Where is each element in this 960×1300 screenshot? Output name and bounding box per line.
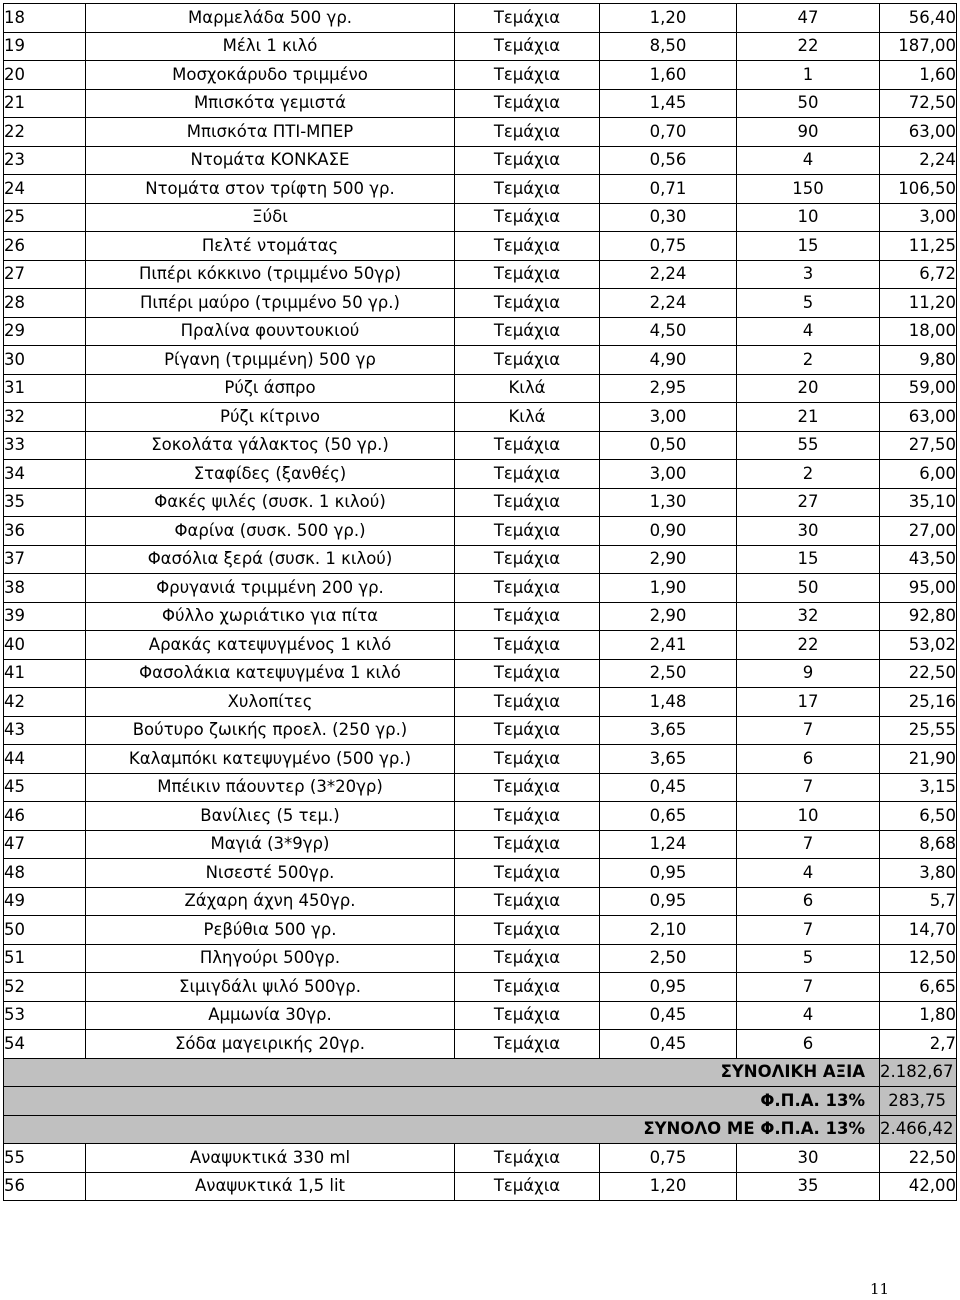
row-number: 52 xyxy=(4,973,86,1002)
item-description: Αρακάς κατεψυγμένος 1 κιλό xyxy=(86,631,455,660)
summary-row xyxy=(4,1115,957,1144)
item-description: Χυλοπίτες xyxy=(86,688,455,717)
unit-price: 2,24 xyxy=(600,260,737,289)
table-row xyxy=(4,802,957,831)
item-unit: Τεμάχια xyxy=(455,688,600,717)
item-quantity: 7 xyxy=(737,773,880,802)
item-unit: Τεμάχια xyxy=(455,745,600,774)
item-description: Σιμιγδάλι ψιλό 500γρ. xyxy=(86,973,455,1002)
item-unit: Τεμάχια xyxy=(455,4,600,33)
item-unit: Τεμάχια xyxy=(455,460,600,489)
unit-price: 2,90 xyxy=(600,545,737,574)
table-row xyxy=(4,659,957,688)
row-number: 49 xyxy=(4,887,86,916)
line-total: 53,02 xyxy=(880,631,957,660)
item-quantity: 50 xyxy=(737,89,880,118)
row-number: 21 xyxy=(4,89,86,118)
item-unit: Τεμάχια xyxy=(455,32,600,61)
item-quantity: 21 xyxy=(737,403,880,432)
item-description: Μπισκότα γεμιστά xyxy=(86,89,455,118)
row-number: 23 xyxy=(4,146,86,175)
line-total: 6,50 xyxy=(880,802,957,831)
item-description: Ρίγανη (τριμμένη) 500 γρ xyxy=(86,346,455,375)
line-total: 43,50 xyxy=(880,545,957,574)
row-number: 41 xyxy=(4,659,86,688)
item-description: Πιπέρι μαύρο (τριμμένο 50 γρ.) xyxy=(86,289,455,318)
unit-price: 0,45 xyxy=(600,1030,737,1059)
unit-price: 8,50 xyxy=(600,32,737,61)
table-row xyxy=(4,289,957,318)
row-number: 39 xyxy=(4,602,86,631)
row-number: 51 xyxy=(4,944,86,973)
item-description: Μαγιά (3*9γρ) xyxy=(86,830,455,859)
item-unit: Τεμάχια xyxy=(455,175,600,204)
item-quantity: 7 xyxy=(737,973,880,1002)
item-unit: Τεμάχια xyxy=(455,545,600,574)
line-total: 72,50 xyxy=(880,89,957,118)
item-unit: Τεμάχια xyxy=(455,488,600,517)
item-unit: Τεμάχια xyxy=(455,431,600,460)
item-quantity: 47 xyxy=(737,4,880,33)
item-description: Ξύδι xyxy=(86,203,455,232)
summary-row xyxy=(4,1058,957,1087)
summary-label: ΣΥΝΟΛΟ ΜΕ Φ.Π.Α. 13% xyxy=(4,1115,880,1144)
item-quantity: 20 xyxy=(737,374,880,403)
row-number: 46 xyxy=(4,802,86,831)
item-description: Πραλίνα φουντουκιού xyxy=(86,317,455,346)
item-description: Φασόλια ξερά (συσκ. 1 κιλού) xyxy=(86,545,455,574)
row-number: 34 xyxy=(4,460,86,489)
item-description: Βούτυρο ζωικής προελ. (250 γρ.) xyxy=(86,716,455,745)
table-row xyxy=(4,716,957,745)
item-unit: Τεμάχια xyxy=(455,317,600,346)
line-total: 59,00 xyxy=(880,374,957,403)
item-quantity: 27 xyxy=(737,488,880,517)
unit-price: 0,30 xyxy=(600,203,737,232)
item-quantity: 4 xyxy=(737,859,880,888)
item-description: Καλαμπόκι κατεψυγμένο (500 γρ.) xyxy=(86,745,455,774)
table-row xyxy=(4,32,957,61)
item-description: Αμμωνία 30γρ. xyxy=(86,1001,455,1030)
line-total: 42,00 xyxy=(880,1172,957,1201)
unit-price: 4,90 xyxy=(600,346,737,375)
item-quantity: 30 xyxy=(737,517,880,546)
item-quantity: 55 xyxy=(737,431,880,460)
line-total: 56,40 xyxy=(880,4,957,33)
item-unit: Τεμάχια xyxy=(455,1030,600,1059)
item-quantity: 15 xyxy=(737,232,880,261)
row-number: 54 xyxy=(4,1030,86,1059)
line-total: 25,16 xyxy=(880,688,957,717)
table-row xyxy=(4,175,957,204)
unit-price: 1,20 xyxy=(600,1172,737,1201)
line-total: 11,20 xyxy=(880,289,957,318)
item-quantity: 10 xyxy=(737,203,880,232)
row-number: 36 xyxy=(4,517,86,546)
table-row xyxy=(4,602,957,631)
unit-price: 1,48 xyxy=(600,688,737,717)
item-unit: Τεμάχια xyxy=(455,773,600,802)
table-row xyxy=(4,944,957,973)
row-number: 56 xyxy=(4,1172,86,1201)
item-unit: Τεμάχια xyxy=(455,146,600,175)
summary-value: 2.182,67 xyxy=(880,1058,957,1087)
item-unit: Τεμάχια xyxy=(455,887,600,916)
line-total: 9,80 xyxy=(880,346,957,375)
line-total: 3,15 xyxy=(880,773,957,802)
line-total: 3,00 xyxy=(880,203,957,232)
line-total: 22,50 xyxy=(880,1144,957,1173)
line-total: 35,10 xyxy=(880,488,957,517)
item-unit: Τεμάχια xyxy=(455,232,600,261)
line-total: 6,72 xyxy=(880,260,957,289)
item-description: Ρεβύθια 500 γρ. xyxy=(86,916,455,945)
unit-price: 4,50 xyxy=(600,317,737,346)
unit-price: 1,24 xyxy=(600,830,737,859)
table-row xyxy=(4,317,957,346)
item-quantity: 2 xyxy=(737,346,880,375)
item-description: Αναψυκτικά 1,5 lit xyxy=(86,1172,455,1201)
row-number: 27 xyxy=(4,260,86,289)
item-unit: Τεμάχια xyxy=(455,89,600,118)
item-unit: Τεμάχια xyxy=(455,1172,600,1201)
unit-price: 1,60 xyxy=(600,61,737,90)
row-number: 44 xyxy=(4,745,86,774)
item-quantity: 7 xyxy=(737,716,880,745)
item-description: Σοκολάτα γάλακτος (50 γρ.) xyxy=(86,431,455,460)
item-quantity: 22 xyxy=(737,32,880,61)
unit-price: 0,75 xyxy=(600,1144,737,1173)
row-number: 50 xyxy=(4,916,86,945)
table-row xyxy=(4,631,957,660)
item-description: Σταφίδες (ξανθές) xyxy=(86,460,455,489)
item-description: Ντομάτα ΚΟΝΚΑΣΕ xyxy=(86,146,455,175)
item-unit: Τεμάχια xyxy=(455,260,600,289)
unit-price: 1,20 xyxy=(600,4,737,33)
line-total: 18,00 xyxy=(880,317,957,346)
item-description: Φασολάκια κατεψυγμένα 1 κιλό xyxy=(86,659,455,688)
row-number: 29 xyxy=(4,317,86,346)
item-unit: Τεμάχια xyxy=(455,602,600,631)
item-description: Νισεστέ 500γρ. xyxy=(86,859,455,888)
unit-price: 0,50 xyxy=(600,431,737,460)
item-unit: Τεμάχια xyxy=(455,944,600,973)
item-unit: Τεμάχια xyxy=(455,346,600,375)
item-description: Μοσχοκάρυδο τριμμένο xyxy=(86,61,455,90)
unit-price: 0,65 xyxy=(600,802,737,831)
item-unit: Τεμάχια xyxy=(455,716,600,745)
table-row xyxy=(4,4,957,33)
item-description: Φαρίνα (συσκ. 500 γρ.) xyxy=(86,517,455,546)
item-unit: Τεμάχια xyxy=(455,1001,600,1030)
item-unit: Τεμάχια xyxy=(455,118,600,147)
item-description: Σόδα μαγειρικής 20γρ. xyxy=(86,1030,455,1059)
item-quantity: 30 xyxy=(737,1144,880,1173)
row-number: 35 xyxy=(4,488,86,517)
row-number: 45 xyxy=(4,773,86,802)
item-description: Πιπέρι κόκκινο (τριμμένο 50γρ) xyxy=(86,260,455,289)
item-unit: Τεμάχια xyxy=(455,859,600,888)
table-row xyxy=(4,374,957,403)
row-number: 19 xyxy=(4,32,86,61)
line-total: 22,50 xyxy=(880,659,957,688)
summary-label: Φ.Π.Α. 13% xyxy=(4,1087,880,1116)
item-quantity: 6 xyxy=(737,887,880,916)
item-description: Αναψυκτικά 330 ml xyxy=(86,1144,455,1173)
item-quantity: 6 xyxy=(737,745,880,774)
item-description: Πελτέ ντομάτας xyxy=(86,232,455,261)
item-unit: Τεμάχια xyxy=(455,830,600,859)
item-quantity: 7 xyxy=(737,916,880,945)
line-total: 187,00 xyxy=(880,32,957,61)
unit-price: 0,70 xyxy=(600,118,737,147)
item-description: Μαρμελάδα 500 γρ. xyxy=(86,4,455,33)
table-row xyxy=(4,203,957,232)
line-total: 8,68 xyxy=(880,830,957,859)
item-description: Πληγούρι 500γρ. xyxy=(86,944,455,973)
line-total: 27,00 xyxy=(880,517,957,546)
unit-price: 0,75 xyxy=(600,232,737,261)
item-quantity: 50 xyxy=(737,574,880,603)
unit-price: 0,95 xyxy=(600,973,737,1002)
row-number: 32 xyxy=(4,403,86,432)
item-unit: Τεμάχια xyxy=(455,574,600,603)
item-description: Μπισκότα ΠΤΙ-ΜΠΕΡ xyxy=(86,118,455,147)
item-description: Φύλλο χωριάτικο για πίτα xyxy=(86,602,455,631)
item-unit: Τεμάχια xyxy=(455,916,600,945)
item-quantity: 4 xyxy=(737,317,880,346)
table-row xyxy=(4,973,957,1002)
item-unit: Τεμάχια xyxy=(455,659,600,688)
item-quantity: 9 xyxy=(737,659,880,688)
table-row xyxy=(4,574,957,603)
item-description: Μέλι 1 κιλό xyxy=(86,32,455,61)
row-number: 37 xyxy=(4,545,86,574)
table-row xyxy=(4,773,957,802)
unit-price: 3,65 xyxy=(600,716,737,745)
unit-price: 1,90 xyxy=(600,574,737,603)
item-unit: Κιλά xyxy=(455,403,600,432)
line-total: 3,80 xyxy=(880,859,957,888)
row-number: 22 xyxy=(4,118,86,147)
unit-price: 3,65 xyxy=(600,745,737,774)
item-description: Φακές ψιλές (συσκ. 1 κιλού) xyxy=(86,488,455,517)
table-row xyxy=(4,688,957,717)
item-unit: Τεμάχια xyxy=(455,289,600,318)
item-unit: Τεμάχια xyxy=(455,631,600,660)
item-description: Φρυγανιά τριμμένη 200 γρ. xyxy=(86,574,455,603)
table-row xyxy=(4,1172,957,1201)
row-number: 20 xyxy=(4,61,86,90)
row-number: 25 xyxy=(4,203,86,232)
line-total: 11,25 xyxy=(880,232,957,261)
unit-price: 0,45 xyxy=(600,773,737,802)
row-number: 48 xyxy=(4,859,86,888)
table-row xyxy=(4,146,957,175)
item-description: Ρύζι κίτρινο xyxy=(86,403,455,432)
item-unit: Τεμάχια xyxy=(455,973,600,1002)
table-row xyxy=(4,916,957,945)
item-quantity: 22 xyxy=(737,631,880,660)
line-total: 92,80 xyxy=(880,602,957,631)
row-number: 55 xyxy=(4,1144,86,1173)
table-row xyxy=(4,260,957,289)
unit-price: 3,00 xyxy=(600,460,737,489)
unit-price: 0,71 xyxy=(600,175,737,204)
item-quantity: 35 xyxy=(737,1172,880,1201)
line-total: 5,7 xyxy=(880,887,957,916)
table-row xyxy=(4,1144,957,1173)
item-quantity: 2 xyxy=(737,460,880,489)
line-total: 1,80 xyxy=(880,1001,957,1030)
unit-price: 0,56 xyxy=(600,146,737,175)
item-unit: Κιλά xyxy=(455,374,600,403)
table-row xyxy=(4,745,957,774)
row-number: 30 xyxy=(4,346,86,375)
item-unit: Τεμάχια xyxy=(455,802,600,831)
table-row xyxy=(4,1001,957,1030)
unit-price: 0,95 xyxy=(600,887,737,916)
line-total: 95,00 xyxy=(880,574,957,603)
item-quantity: 15 xyxy=(737,545,880,574)
item-description: Βανίλιες (5 τεμ.) xyxy=(86,802,455,831)
item-quantity: 5 xyxy=(737,944,880,973)
table-row xyxy=(4,460,957,489)
summary-label: ΣΥΝΟΛΙΚΗ ΑΞΙΑ xyxy=(4,1058,880,1087)
line-total: 25,55 xyxy=(880,716,957,745)
table-row xyxy=(4,859,957,888)
item-description: Ρύζι άσπρο xyxy=(86,374,455,403)
item-quantity: 6 xyxy=(737,1030,880,1059)
items-table xyxy=(3,3,957,1201)
item-unit: Τεμάχια xyxy=(455,517,600,546)
table-row xyxy=(4,488,957,517)
row-number: 43 xyxy=(4,716,86,745)
row-number: 24 xyxy=(4,175,86,204)
item-description: Ντομάτα στον τρίφτη 500 γρ. xyxy=(86,175,455,204)
row-number: 53 xyxy=(4,1001,86,1030)
unit-price: 2,95 xyxy=(600,374,737,403)
unit-price: 1,45 xyxy=(600,89,737,118)
table-row xyxy=(4,232,957,261)
item-quantity: 17 xyxy=(737,688,880,717)
line-total: 63,00 xyxy=(880,118,957,147)
table-row xyxy=(4,431,957,460)
row-number: 26 xyxy=(4,232,86,261)
unit-price: 0,45 xyxy=(600,1001,737,1030)
table-row xyxy=(4,118,957,147)
item-quantity: 32 xyxy=(737,602,880,631)
row-number: 42 xyxy=(4,688,86,717)
unit-price: 0,90 xyxy=(600,517,737,546)
line-total: 21,90 xyxy=(880,745,957,774)
unit-price: 2,41 xyxy=(600,631,737,660)
unit-price: 0,95 xyxy=(600,859,737,888)
item-quantity: 5 xyxy=(737,289,880,318)
unit-price: 2,24 xyxy=(600,289,737,318)
item-unit: Τεμάχια xyxy=(455,61,600,90)
unit-price: 2,50 xyxy=(600,944,737,973)
item-description: Μπέικιν πάουντερ (3*20γρ) xyxy=(86,773,455,802)
table-row xyxy=(4,517,957,546)
row-number: 33 xyxy=(4,431,86,460)
row-number: 18 xyxy=(4,4,86,33)
summary-value: 283,75 xyxy=(880,1087,957,1116)
item-unit: Τεμάχια xyxy=(455,1144,600,1173)
unit-price: 3,00 xyxy=(600,403,737,432)
summary-value: 2.466,42 xyxy=(880,1115,957,1144)
unit-price: 1,30 xyxy=(600,488,737,517)
table-row xyxy=(4,61,957,90)
item-quantity: 4 xyxy=(737,146,880,175)
table-row xyxy=(4,1030,957,1059)
line-total: 1,60 xyxy=(880,61,957,90)
table-row xyxy=(4,545,957,574)
line-total: 6,00 xyxy=(880,460,957,489)
row-number: 40 xyxy=(4,631,86,660)
item-quantity: 1 xyxy=(737,61,880,90)
unit-price: 2,90 xyxy=(600,602,737,631)
line-total: 14,70 xyxy=(880,916,957,945)
row-number: 28 xyxy=(4,289,86,318)
table-row xyxy=(4,89,957,118)
line-total: 2,24 xyxy=(880,146,957,175)
item-quantity: 150 xyxy=(737,175,880,204)
unit-price: 2,10 xyxy=(600,916,737,945)
table-row xyxy=(4,830,957,859)
unit-price: 2,50 xyxy=(600,659,737,688)
item-quantity: 7 xyxy=(737,830,880,859)
line-total: 2,7 xyxy=(880,1030,957,1059)
line-total: 6,65 xyxy=(880,973,957,1002)
item-quantity: 3 xyxy=(737,260,880,289)
page-number: 11 xyxy=(870,1280,890,1298)
summary-row xyxy=(4,1087,957,1116)
item-quantity: 90 xyxy=(737,118,880,147)
item-quantity: 4 xyxy=(737,1001,880,1030)
item-description: Ζάχαρη άχνη 450γρ. xyxy=(86,887,455,916)
table-row xyxy=(4,346,957,375)
line-total: 106,50 xyxy=(880,175,957,204)
item-unit: Τεμάχια xyxy=(455,203,600,232)
item-quantity: 10 xyxy=(737,802,880,831)
table-row xyxy=(4,403,957,432)
table-row xyxy=(4,887,957,916)
row-number: 47 xyxy=(4,830,86,859)
line-total: 27,50 xyxy=(880,431,957,460)
row-number: 38 xyxy=(4,574,86,603)
row-number: 31 xyxy=(4,374,86,403)
line-total: 63,00 xyxy=(880,403,957,432)
line-total: 12,50 xyxy=(880,944,957,973)
